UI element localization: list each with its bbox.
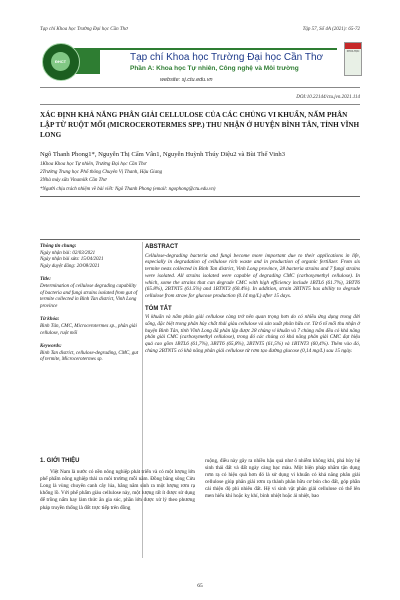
- accepted-date: Ngày duyệt đăng: 20/08/2021: [40, 263, 100, 269]
- abstract-heading: ABSTRACT: [145, 244, 178, 250]
- keywords-heading: Keywords:: [40, 344, 62, 350]
- logo-lettering: ĐHCT: [54, 59, 67, 64]
- abstract-divider: [40, 239, 360, 240]
- corresponding-author: *Người chịu trách nhiệm về bài viết: Ngô Thanh Phong (email: ngophong@ctu.edu.vn): [40, 187, 216, 192]
- tomtat-heading: TÓM TẮT: [145, 305, 172, 312]
- running-header-issue: Tập 57, Số 4A (2021): 65-72: [302, 27, 360, 32]
- revised-date: Ngày nhận bài sửa: 15/04/2021: [40, 257, 104, 263]
- article-title: XÁC ĐỊNH KHẢ NĂNG PHÂN GIẢI CELLULOSE CỦA CÁC CHỦNG VI KHUẨN, NẤM PHÂN LẬP TỪ RUỘT MỐI (MICROCEROTERMES SPP.) THU NHẬN Ở HUYỆN BÌNH TÂN, TỈNH VĨNH LONG: [40, 111, 360, 139]
- author-list: Ngô Thanh Phong1*, Nguyễn Thị Cẩm Vân1, Nguyễn Huỳnh Thúy Diệu2 và Bùi Thế Vinh3: [40, 151, 286, 158]
- running-header-journal: Tạp chí Khoa học Trường Đại học Cần Thơ: [40, 27, 128, 32]
- introduction-right-column: [205, 458, 360, 501]
- affiliation-2: 2Trường Trung học Phổ thông Chuyên Vị Thanh, Hậu Giang: [40, 170, 163, 175]
- info-heading: Thông tin chung:: [40, 244, 77, 249]
- introduction-left-column: [40, 458, 195, 512]
- page-number: 65: [197, 583, 203, 589]
- received-date: Ngày nhận bài: 02/03/2021: [40, 250, 96, 256]
- banner-section: Phần A: Khoa học Tự nhiên, Công nghệ và Môi trường: [130, 65, 299, 72]
- banner-journal-title: Tạp chí Khoa học Trường Đại học Cần Thơ: [130, 52, 324, 63]
- banner-website: website: sj.ctu.edu.vn: [160, 77, 213, 83]
- introduction-paragraph: Việt Nam là nước có nền nông nghiệp phát triển và có một lượng lớn phế phẩm nông nghiệp thải ra môi trường mỗi năm. Đồng bằng sông Cửu Long là vùng chuyên canh cây lúa, hằng năm sinh ra một lượng rơm rạ khổng lồ. Với phế phẩm giàu cellulose này, một lượng rất ít được sử dụng để trồng nấm hay làm thức ăn gia súc, phần lớn được xử lý theo phương pháp truyền thống là đốt trực tiếp trên đồng: [40, 469, 195, 511]
- journal-banner: [40, 40, 360, 85]
- affiliation-divider: [40, 196, 360, 197]
- university-logo: [42, 43, 80, 81]
- affiliation-1: 1Khoa Khoa học Tự nhiên, Trường Đại học Cần Thơ: [40, 162, 147, 167]
- banner-divider: [40, 87, 360, 88]
- vietnamese-keywords: Bình Tân, CMC, Microcerotermes sp., phân giải cellulose, ruột mối: [40, 323, 137, 336]
- title-heading: Title:: [40, 277, 51, 283]
- affiliation-3: 3Nhà máy sữa Vinamilk Cần Thơ: [40, 178, 107, 183]
- doi-divider: [40, 104, 360, 105]
- english-title: Determination of cellulose degrading capability of bacteria and fungi strains isolated from gut of termite collected in Binh Tan district, Vinh Long province: [40, 283, 138, 309]
- journal-cover-thumbnail: [344, 42, 362, 76]
- doi: DOI:10.22144/ctu.jvn.2021.114: [296, 95, 360, 100]
- introduction-continued: ruộng, điều này gây ra nhiều hậu quả như ô nhiễm không khí, phá hủy hệ sinh thái đất và đất ngày càng bạc màu. Một biện pháp nhằm tận dụng rơm rạ có hiệu quả hơn đó là sử dụng vi khuẩn có khả năng phân giải cellulose giúp phân giải rơm rạ thành phân hữu cơ bón cho đất, góp phần cải thiện độ phì nhiêu đất. Hệ vi sinh vật phân giải cellulose có thể lên men hiếu khí hoặc kỵ khí, bình nhiệt hoặc ái nhiệt, bao: [205, 458, 360, 500]
- article-info-sidebar: [40, 244, 140, 364]
- abstract-text: Cellulose-degrading bacteria and fungi become more important due to their applications in life, especially in degradation of cellulose rich waste and in production of organic fertilizer. From six termite nests collected in Binh Tan district, Vinh Long province, 28 bacteria strains and 7 fungi strains were isolated. All strains isolated were capable of degrading CMC (carboxymethyl cellulose). In which, some the strains that can degrade CMC with high efficiency include 1BTL6 (61.7%), 3BTT6 (65.8%), 2BTNT5 (61.5%) and 1BTNT3 (60.4%). In addition, strain 2BTNT5 has ability to degrade cellulose from straw for glucose production (0.14 mg/L) after 15 days.: [145, 252, 360, 299]
- introduction-heading: 1. GIỚI THIỆU: [40, 458, 80, 464]
- abstract-column: [145, 244, 360, 355]
- tomtat-text: Vi khuẩn và nấm phân giải cellulose càng trở nên quan trọng hơn do có nhiều ứng dụng trong đời sống, đặc biệt trong phân hủy chất thải giàu cellulose và sản xuất phân hữu cơ. Từ 6 tổ mối thu nhận ở huyện Bình Tân, tỉnh Vĩnh Long đã phân lập được 28 chủng vi khuẩn và 7 chủng nấm đều có khả năng phân giải CMC (carboxymethyl cellulose), trong đó các chủng có khả năng phân giải CMC đạt hiệu quả cao gồm 1BTL6 (61,7%), 3BTT6 (65,8%), 2BTNT5 (61,5%) và 1BTNT3 (60,4%). Thêm vào đó, chủng 2BTNT5 có khả năng phân giải cellulose từ rơm tạo đường glucose (0,14 mg/L) sau 15 ngày.: [145, 314, 360, 354]
- cover-text: KHOA HỌC: [346, 50, 360, 53]
- tukhoa-heading: Từ khóa:: [40, 317, 60, 323]
- english-keywords: Binh Tan district, cellulose-degrading, CMC, gut of termite, Microcerotermes sp.: [40, 350, 139, 363]
